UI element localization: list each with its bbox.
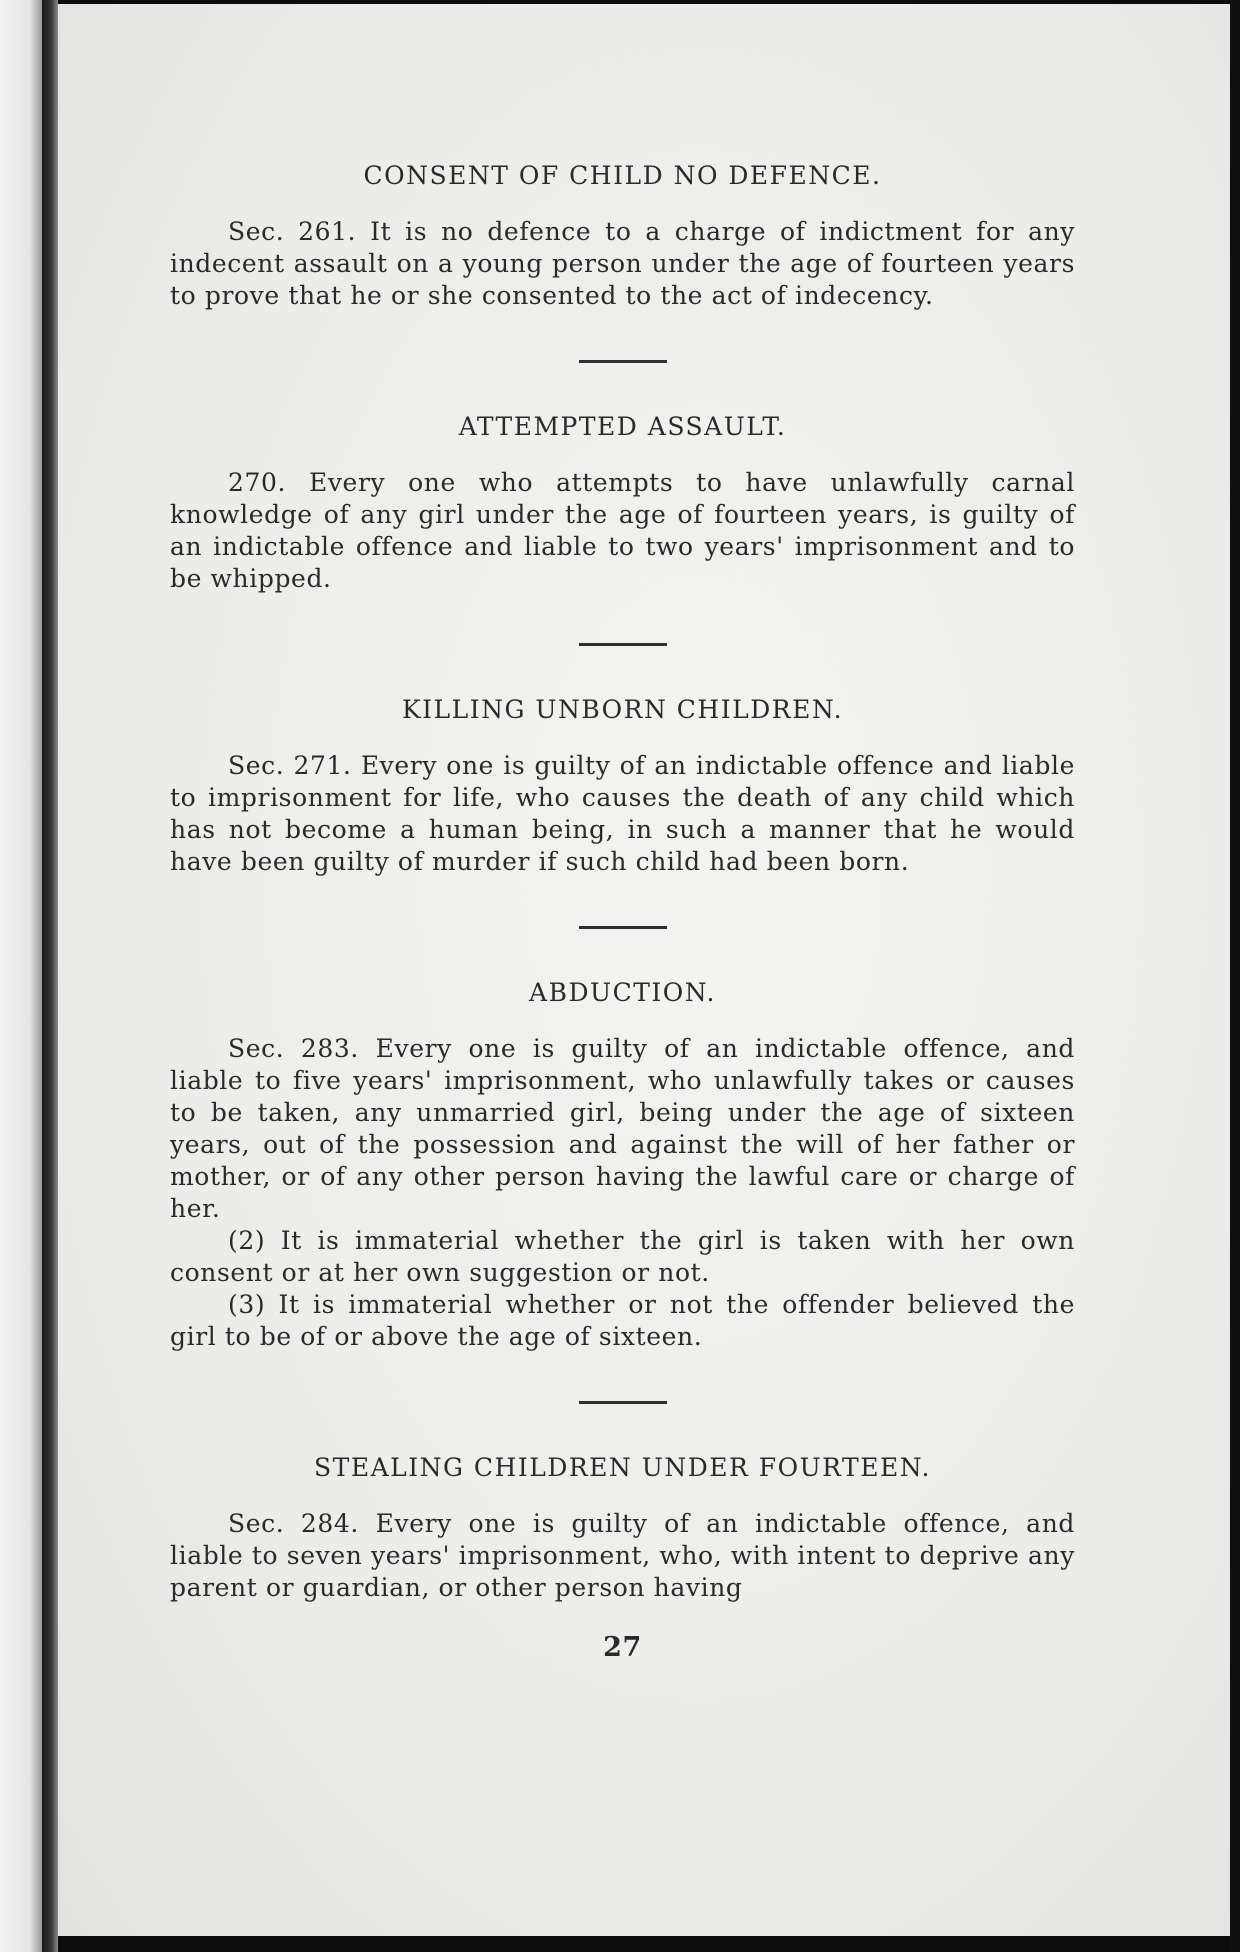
facing-page-edge [0,0,42,1952]
section-heading-killing-unborn: KILLING UNBORN CHILDREN. [401,695,844,724]
section-paragraph: Sec. 284. Every one is guilty of an indictable offence, and liable to seven years' imprisonment, who, with intent to deprive any parent or guardian, or other person having [170,1509,1075,1602]
page-content [170,160,1075,1664]
section-paragraph: (3) It is immaterial whether or not the offender believed the girl to be of or above the age of sixteen. [170,1290,1075,1351]
section-heading-stealing-children: STEALING CHILDREN UNDER FOURTEEN. [314,1453,931,1482]
section-heading-attempted-assault: ATTEMPTED ASSAULT. [458,412,787,441]
section-paragraph: (2) It is immaterial whether the girl is taken with her own consent or at her own suggestion or not. [170,1226,1075,1287]
page-number: 27 [603,1632,642,1663]
section-paragraph: Sec. 271. Every one is guilty of an indictable offence and liable to imprisonment for life, who causes the death of any child which has not become a human being, in such a manner that he would have been guilty of murder if such child had been born. [170,751,1075,876]
section-paragraph: Sec. 283. Every one is guilty of an indictable offence, and liable to five years' imprisonment, who unlawfully takes or causes to be taken, any unmarried girl, being under the age of sixteen years, out of the possession and against the will of her father or mother, or of any other person having the lawful care or charge of her. [170,1034,1075,1223]
section-paragraph: Sec. 261. It is no defence to a charge of indictment for any indecent assault on a young person under the age of fourteen years to prove that he or she consented to the act of indecency. [170,217,1075,310]
section-heading-consent: CONSENT OF CHILD NO DEFENCE. [363,161,882,190]
right-page-edge [1230,0,1240,1952]
section-paragraph: 270. Every one who attempts to have unlawfully carnal knowledge of any girl under the age of fourteen years, is guilty of an indictable offence and liable to two years' imprisonment and to be whipped. [170,468,1075,593]
book-gutter [42,0,58,1952]
section-heading-abduction: ABDUCTION. [529,978,716,1007]
